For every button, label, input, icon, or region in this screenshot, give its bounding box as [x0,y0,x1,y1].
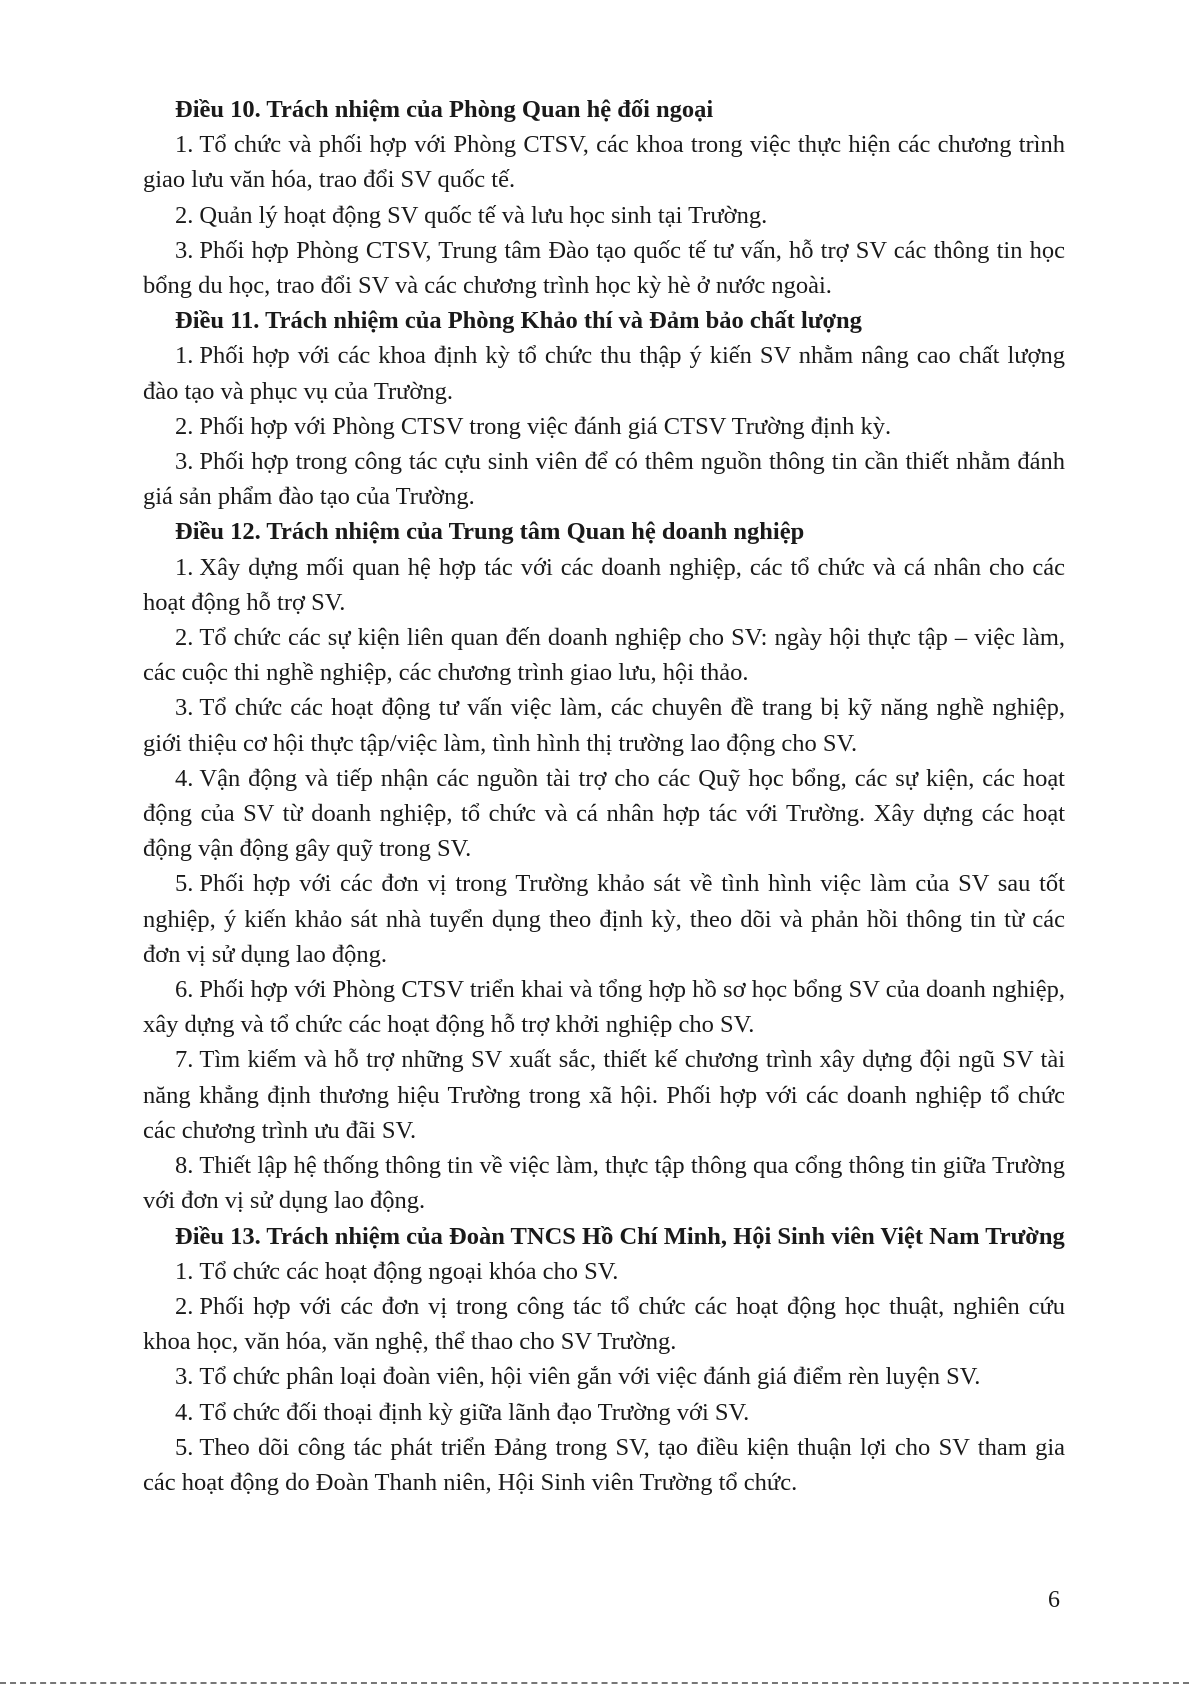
article-clause: 2. Phối hợp với các đơn vị trong công tác tổ chức các hoạt động học thuật, nghiên cứu khoa học, văn hóa, văn nghệ, thể thao cho SV Trường. [143,1292,1065,1356]
article-clause: 4. Vận động và tiếp nhận các nguồn tài trợ cho các Quỹ học bổng, các sự kiện, các hoạt động của SV từ doanh nghiệp, tổ chức và cá nhân hợp tác với Trường. Xây dựng các hoạt động vận động gây quỹ trong SV. [143,764,1065,863]
article-clause: 4. Tổ chức đối thoại định kỳ giữa lãnh đạo Trường với SV. [175,1398,750,1426]
article-clause: 5. Phối hợp với các đơn vị trong Trường khảo sát về tình hình việc làm của SV sau tốt nghiệp, ý kiến khảo sát nhà tuyển dụng theo định kỳ, theo dõi và phản hồi thông tin từ các đơn vị sử dụng lao động. [143,870,1065,968]
page-number: 6 [1048,1587,1060,1613]
page-bottom-divider [0,1682,1189,1684]
article-heading: Điều 13. Trách nhiệm của Đoàn TNCS Hồ Chí Minh, Hội Sinh viên Việt Nam Trường [175,1222,1065,1250]
article-clause: 7. Tìm kiếm và hỗ trợ những SV xuất sắc, thiết kế chương trình xây dựng đội ngũ SV tài năng khẳng định thương hiệu Trường trong xã hội. Phối hợp với các doanh nghiệp tổ chức các chương trình ưu đãi SV. [143,1046,1065,1144]
article-clause: 1. Tổ chức và phối hợp với Phòng CTSV, các khoa trong việc thực hiện các chương trình giao lưu văn hóa, trao đổi SV quốc tế. [143,131,1065,194]
article-clause: 8. Thiết lập hệ thống thông tin về việc làm, thực tập thông qua cổng thông tin giữa Trường với đơn vị sử dụng lao động. [143,1152,1065,1215]
article-clause: 3. Tổ chức phân loại đoàn viên, hội viên gắn với việc đánh giá điểm rèn luyện SV. [175,1363,981,1391]
article-11 [143,303,1065,514]
article-clause: 1. Tổ chức các hoạt động ngoại khóa cho SV. [175,1257,619,1285]
article-10 [143,92,1065,303]
article-clause: 6. Phối hợp với Phòng CTSV triển khai và tổng hợp hồ sơ học bổng SV của doanh nghiệp, xây dựng và tổ chức các hoạt động hỗ trợ khởi nghiệp cho SV. [143,976,1065,1039]
article-clause: 1. Phối hợp với các khoa định kỳ tổ chức thu thập ý kiến SV nhằm nâng cao chất lượng đào tạo và phục vụ của Trường. [143,342,1065,405]
article-clause: 2. Tổ chức các sự kiện liên quan đến doanh nghiệp cho SV: ngày hội thực tập – việc làm, các cuộc thi nghề nghiệp, các chương trình giao lưu, hội thảo. [143,624,1065,687]
article-clause: 2. Quản lý hoạt động SV quốc tế và lưu học sinh tại Trường. [175,201,768,229]
article-12 [143,514,1065,1218]
article-clause: 3. Phối hợp trong công tác cựu sinh viên để có thêm nguồn thông tin cần thiết nhằm đánh giá sản phẩm đào tạo của Trường. [143,448,1065,511]
article-clause: 2. Phối hợp với Phòng CTSV trong việc đánh giá CTSV Trường định kỳ. [175,412,892,440]
article-heading: Điều 11. Trách nhiệm của Phòng Khảo thí và Đảm bảo chất lượng [175,307,862,335]
article-heading: Điều 10. Trách nhiệm của Phòng Quan hệ đối ngoại [175,96,714,123]
article-clause: 3. Phối hợp Phòng CTSV, Trung tâm Đào tạo quốc tế tư vấn, hỗ trợ SV các thông tin học bổng du học, trao đổi SV và các chương trình học kỳ hè ở nước ngoài. [143,236,1065,300]
article-clause: 3. Tổ chức các hoạt động tư vấn việc làm, các chuyên đề trang bị kỹ năng nghề nghiệp, giới thiệu cơ hội thực tập/việc làm, tình hình thị trường lao động cho SV. [143,694,1065,757]
article-heading: Điều 12. Trách nhiệm của Trung tâm Quan hệ doanh nghiệp [175,518,805,546]
article-clause: 5. Theo dõi công tác phát triển Đảng trong SV, tạo điều kiện thuận lợi cho SV tham gia các hoạt động do Đoàn Thanh niên, Hội Sinh viên Trường tổ chức. [143,1433,1065,1496]
article-13 [143,1219,1065,1501]
document-page [143,92,1065,1500]
article-clause: 1. Xây dựng mối quan hệ hợp tác với các doanh nghiệp, các tổ chức và cá nhân cho các hoạt động hỗ trợ SV. [143,553,1065,616]
